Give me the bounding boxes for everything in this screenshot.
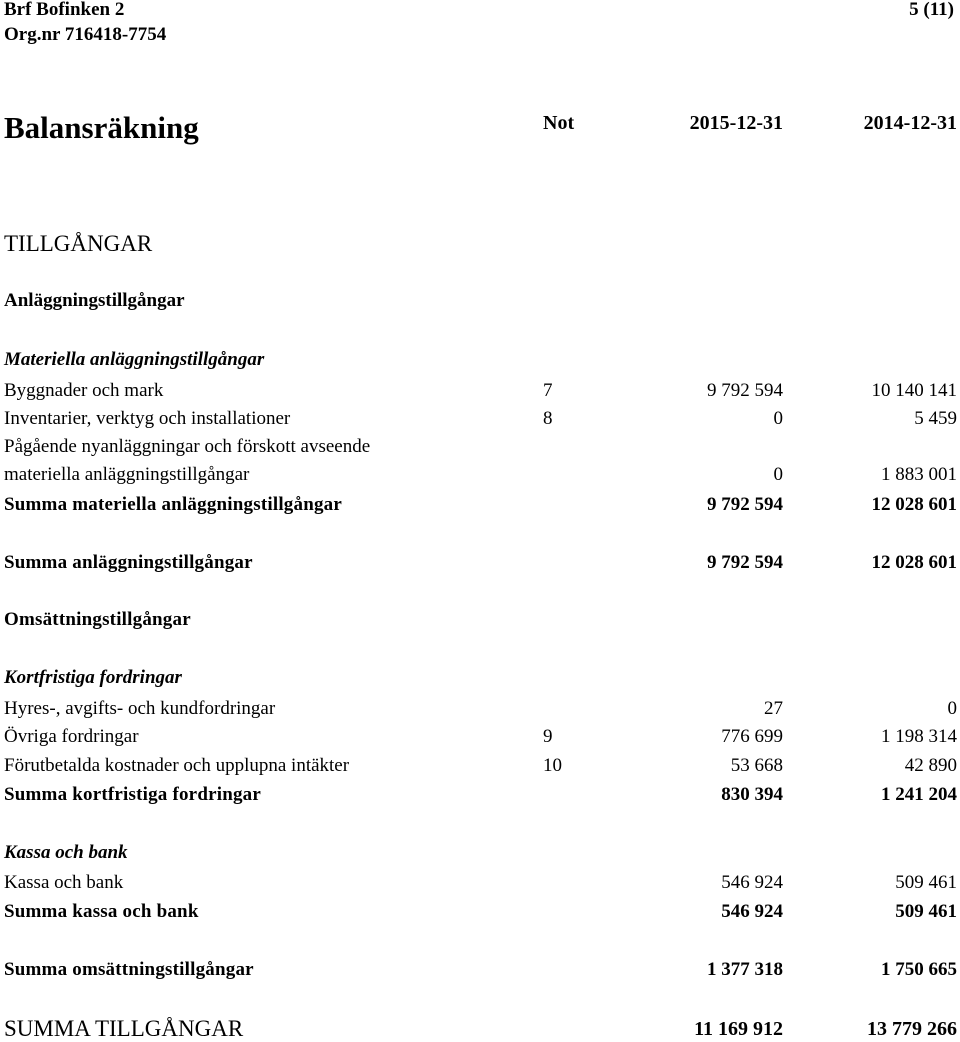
row-label: Summa omsättningstillgångar [4, 959, 254, 980]
row-value-2015: 27 [764, 698, 783, 719]
section-title: TILLGÅNGAR [4, 231, 153, 256]
row-value-2015: 830 394 [721, 784, 783, 805]
row-label: Kassa och bank [4, 872, 124, 893]
row-value-2015: 546 924 [721, 901, 783, 922]
table-row [0, 550, 960, 576]
table-row [0, 406, 960, 432]
row-label: materiella anläggningstillgångar [4, 464, 250, 485]
row-label: Kortfristiga fordringar [4, 667, 182, 688]
row-value-2014: 12 028 601 [871, 552, 957, 573]
row-value-2015: 546 924 [721, 872, 783, 893]
row-label: Materiella anläggningstillgångar [4, 349, 265, 370]
row-value-2014: 509 461 [895, 901, 957, 922]
table-row [0, 462, 960, 488]
org-number: Org.nr 716418-7754 [4, 24, 167, 45]
table-row [0, 840, 960, 866]
row-note: 9 [543, 726, 553, 747]
row-value-2014: 13 779 266 [867, 1018, 957, 1040]
org-name: Brf Bofinken 2 [4, 0, 125, 20]
row-value-2015: 9 792 594 [707, 380, 783, 401]
row-value-2015: 0 [773, 464, 783, 485]
row-label: Pågående nyanläggningar och förskott avseende [4, 436, 371, 457]
table-row [0, 434, 960, 460]
row-label: Förutbetalda kostnader och upplupna intäkter [4, 755, 350, 776]
table-row [0, 288, 960, 314]
table-row [0, 782, 960, 808]
row-value-2015: 776 699 [721, 726, 783, 747]
row-note: 8 [543, 408, 553, 429]
row-label: Summa kortfristiga fordringar [4, 784, 261, 805]
table-row [0, 753, 960, 779]
row-note: 7 [543, 380, 553, 401]
row-label: Anläggningstillgångar [4, 290, 185, 311]
row-value-2014: 1 750 665 [881, 959, 957, 980]
row-label: Inventarier, verktyg och installationer [4, 408, 291, 429]
row-label: Summa materiella anläggningstillgångar [4, 494, 342, 515]
table-row [0, 492, 960, 518]
row-value-2014: 10 140 141 [871, 380, 957, 401]
row-label: Summa kassa och bank [4, 901, 199, 922]
row-value-2015: 53 668 [730, 755, 783, 776]
row-value-2014: 42 890 [904, 755, 957, 776]
row-value-2014: 0 [947, 698, 957, 719]
row-value-2014: 509 461 [895, 872, 957, 893]
row-label: Hyres-, avgifts- och kundfordringar [4, 698, 276, 719]
table-row [0, 870, 960, 896]
row-value-2014: 12 028 601 [871, 494, 957, 515]
column-header-2014: 2014-12-31 [863, 112, 957, 134]
row-label: Övriga fordringar [4, 726, 139, 747]
table-row [0, 899, 960, 925]
column-header-2015: 2015-12-31 [689, 112, 783, 134]
row-label: Summa anläggningstillgångar [4, 552, 253, 573]
row-note: 10 [543, 755, 562, 776]
row-label: Byggnader och mark [4, 380, 164, 401]
row-label: Omsättningstillgångar [4, 609, 191, 630]
row-label: SUMMA TILLGÅNGAR [4, 1016, 244, 1041]
table-row [0, 696, 960, 722]
table-row [0, 347, 960, 373]
table-row [0, 724, 960, 750]
column-header-note: Not [543, 112, 575, 134]
row-value-2015: 9 792 594 [707, 494, 783, 515]
row-value-2014: 1 883 001 [881, 464, 957, 485]
table-row [0, 1016, 960, 1042]
table-row [0, 378, 960, 404]
row-value-2015: 11 169 912 [694, 1018, 783, 1040]
row-value-2015: 9 792 594 [707, 552, 783, 573]
table-row [0, 957, 960, 983]
row-value-2015: 0 [773, 408, 783, 429]
page-number: 5 (11) [909, 0, 954, 20]
row-value-2014: 1 198 314 [881, 726, 957, 747]
row-value-2015: 1 377 318 [707, 959, 783, 980]
row-value-2014: 1 241 204 [881, 784, 957, 805]
row-label: Kassa och bank [4, 842, 128, 863]
table-row [0, 665, 960, 691]
row-value-2014: 5 459 [914, 408, 957, 429]
page-title: Balansräkning [4, 110, 199, 145]
table-row [0, 607, 960, 633]
